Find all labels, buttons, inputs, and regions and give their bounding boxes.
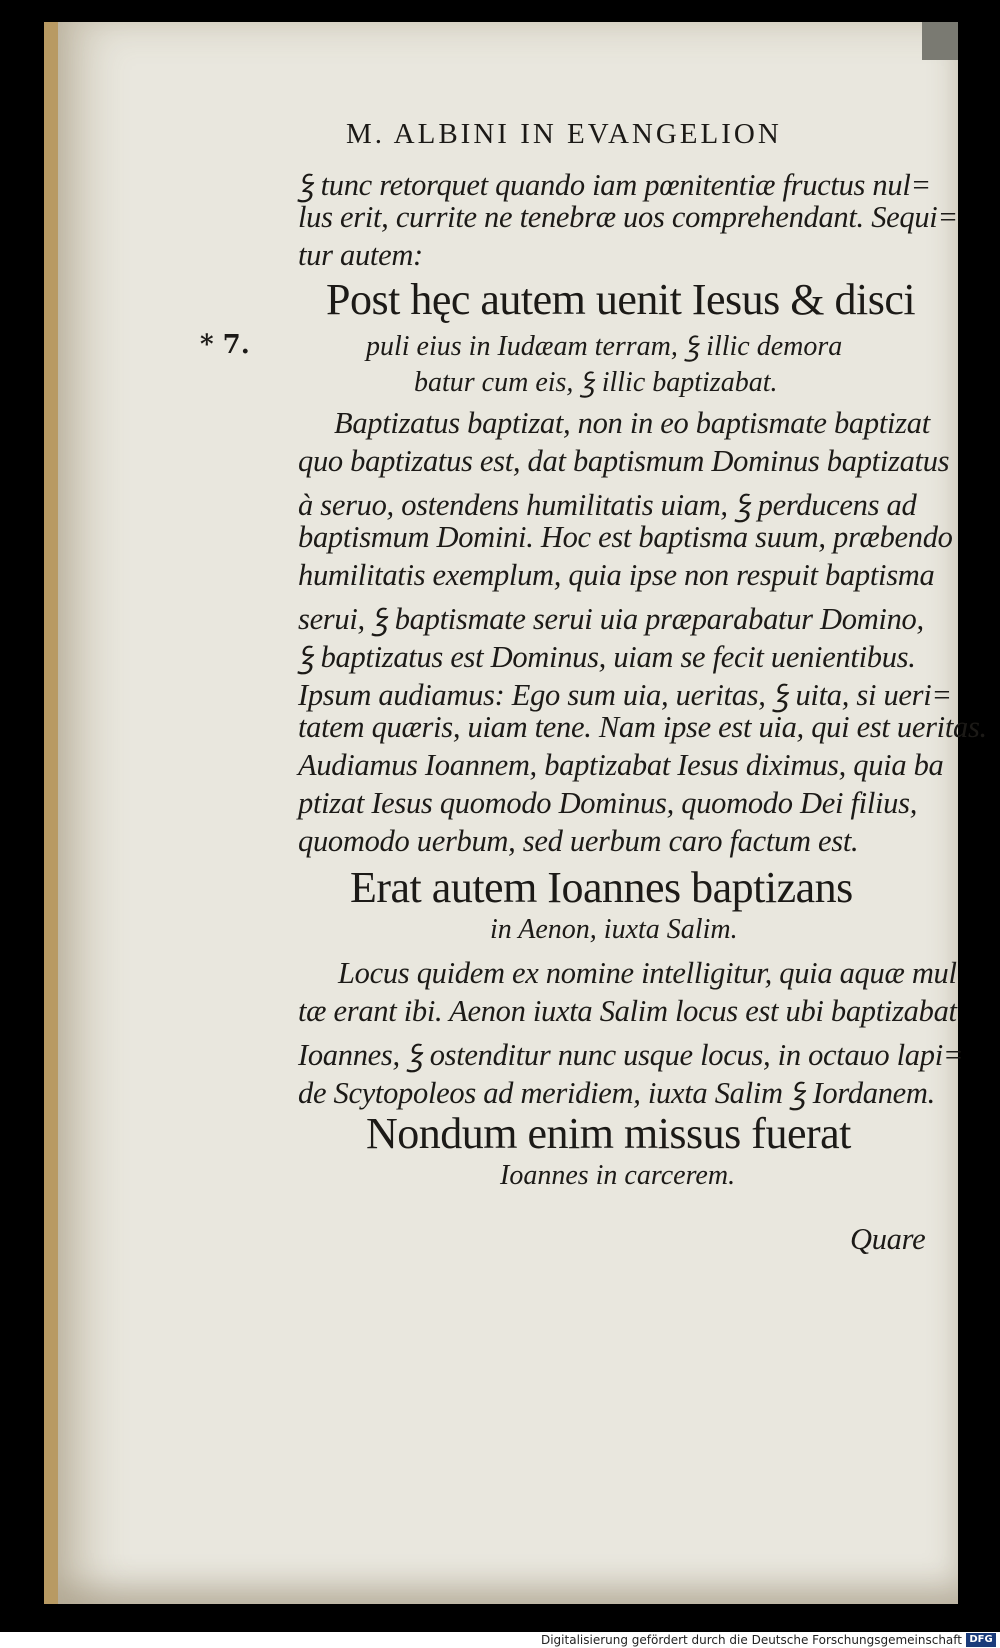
marginal-marker: * 7. (200, 330, 250, 360)
text-line-22: tæ erant ibi. Aenon iuxta Salim locus est ubi baptizabat (298, 994, 957, 1028)
scripture-line-3: batur cum eis, ꝣ illic baptizabat. (414, 367, 778, 398)
text-line-13: ꝣ baptizatus est Dominus, uiam se fecit uenientibus. (298, 640, 916, 674)
text-line-10: baptismum Domini. Hoc est baptisma suum, præbendo (298, 520, 953, 554)
scripture-heading-1: Post hęc autem uenit Iesus & disci (326, 275, 916, 324)
scripture-line-2: puli eius in Iudæam terram, ꝣ illic demora (366, 331, 843, 362)
text-line-1: ꝣ tunc retorquet quando iam pœnitentiæ fructus nul= (298, 168, 931, 202)
text-line-15: tatem quæris, uiam tene. Nam ipse est uia, qui est ueritas. (298, 710, 987, 744)
text-line-14: Ipsum audiamus: Ego sum uia, ueritas, ꝣ uita, si ueri= (298, 678, 952, 712)
catchword: Quare (850, 1222, 926, 1256)
funding-credit: Digitalisierung gefördert durch die Deutsche Forschungsgemeinschaft (540, 1633, 962, 1647)
scripture-line-20: in Aenon, iuxta Salim. (490, 914, 738, 945)
running-head: M. ALBINI IN EVANGELION (346, 118, 782, 150)
text-line-21: Locus quidem ex nomine intelligitur, quia aquæ mul (338, 956, 957, 990)
text-line-8: quo baptizatus est, dat baptismum Dominus baptizatus (298, 444, 950, 478)
text-line-7: Baptizatus baptizat, non in eo baptismate baptizat (334, 406, 930, 440)
text-line-9: à seruo, ostendens humilitatis uiam, ꝣ perducens ad (298, 488, 917, 522)
text-line-17: ptizat Iesus quomodo Dominus, quomodo Dei filius, (298, 786, 918, 820)
scripture-line-26: Ioannes in carcerem. (500, 1160, 736, 1191)
text-line-3: tur autem: (298, 238, 423, 272)
text-line-11: humilitatis exemplum, quia ipse non respuit baptisma (298, 558, 935, 592)
text-line-16: Audiamus Ioannem, baptizabat Iesus diximus, quia ba (298, 748, 944, 782)
text-line-23: Ioannes, ꝣ ostenditur nunc usque locus, in octauo lapi= (298, 1038, 964, 1072)
scripture-heading-2: Erat autem Ioannes baptizans (350, 863, 853, 912)
text-line-2: lus erit, currite ne tenebræ uos comprehendant. Sequi= (298, 200, 958, 234)
text-line-24: de Scytopoleos ad meridiem, iuxta Salim ꝣ Iordanem. (298, 1076, 935, 1110)
scripture-heading-3: Nondum enim missus fuerat (366, 1109, 851, 1158)
digitization-footer (0, 1632, 1000, 1648)
text-line-18: quomodo uerbum, sed uerbum caro factum est. (298, 824, 859, 858)
page-corner (922, 22, 958, 60)
text-line-12: serui, ꝣ baptismate serui uia præparabatur Domino, (298, 602, 924, 636)
dfg-logo: DFG (966, 1633, 996, 1647)
